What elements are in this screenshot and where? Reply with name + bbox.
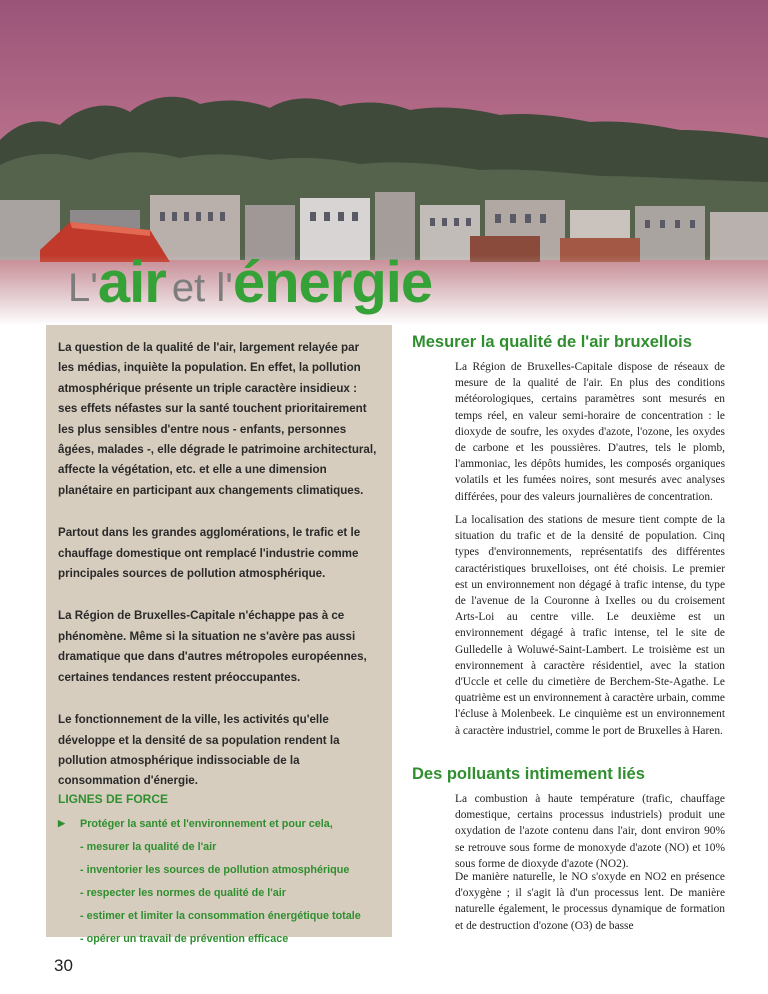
paragraph: La Région de Bruxelles-Capitale dispose de réseaux de mesure de la qualité de l'air. En plus des conditions météorologiques, certains paramètres sont mesurés en temps réel, en valeur semi-horaire de concentration : le dioxyde de soufre, les oxydes d'azote, l'ozone, les oxydes de carbone et les poussières. D'autres, tels le plomb, l'ammoniac, les dépôts humides, les composés organiques volatils et les fumées noires, sont mesurés avec analyses différées, pour des valeurs journalières de concentration. bbox=[455, 361, 725, 503]
lignes-de-force bbox=[58, 792, 378, 950]
section-heading-polluants: Des polluants intimement liés bbox=[412, 765, 645, 783]
paragraph: La localisation des stations de mesure tient compte de la situation du trafic et de la densité de population. Cinq types d'environnements, représentatifs des différentes caractéristiques bruxelloises, ont été choisis. Le premier est un environnement non dégagé à trafic intense, du type de l'avenue de la Couronne à Ixelles ou du croisement Arts-Loi au centre ville. Le deuxième est un environnement dégagé à trafic intense, tel le site de Gulledelle à Woluwé-Saint-Lambert. Le troisième est un environnement à caractère résidentiel, avec la station d'Uccle et celle du cimetière de Berchem-Ste-Agathe. Le quatrième est un environnement à caractère urbain, comme l'écluse à Molenbeek. Le cinquième est un environnement à caractère industriel, comme le port de Bruxelles à Haren. bbox=[455, 514, 725, 737]
list-item: - respecter les normes de qualité de l'air bbox=[80, 886, 286, 899]
list-item: - opérer un travail de prévention efficace bbox=[80, 932, 289, 945]
page-title bbox=[68, 238, 432, 318]
triangle-right-icon: ▶ bbox=[58, 818, 65, 828]
section-2-paragraph-1 bbox=[455, 791, 725, 872]
title-part-et: et l' bbox=[171, 266, 233, 310]
forces-main-item bbox=[58, 812, 378, 835]
intro-paragraph-1: La question de la qualité de l'air, largement relayée par les médias, inquiète la population. En effet, la pollution atmosphérique présente un triple caractère insidieux : ses effets néfastes sur la santé touchent prioritairement les plus sensibles d'entre nous - enfants, personnes âgées, malades -, elle dégrade le patrimoine architectural, affecte la végétation, etc. et elle a une dimension planétaire en participant aux changements climatiques. bbox=[58, 341, 377, 497]
intro-text bbox=[58, 338, 378, 814]
title-part-air: air bbox=[97, 250, 166, 315]
section-2-paragraph-2 bbox=[455, 869, 725, 934]
intro-paragraph-2: Partout dans les grandes agglomérations, le trafic et le chauffage domestique ont remplacé l'industrie comme principales sources de pollution atmosphérique. bbox=[58, 526, 361, 581]
paragraph: De manière naturelle, le NO s'oxyde en NO2 en présence d'oxygène ; il s'agit là d'un processus lent. De manière naturelle également, le processus dynamique de formation et de destruction d'ozone (O3) de basse bbox=[455, 871, 725, 932]
section-heading-mesurer: Mesurer la qualité de l'air bruxellois bbox=[412, 333, 692, 351]
intro-paragraph-3: La Région de Bruxelles-Capitale n'échappe pas à ce phénomène. Même si la situation ne s'avère pas aussi dramatique que dans d'autres métropoles européennes, certaines tendances restent préoccupantes. bbox=[58, 609, 367, 684]
title-part-l: L' bbox=[68, 266, 98, 310]
list-item: - estimer et limiter la consommation énergétique totale bbox=[80, 909, 361, 922]
intro-paragraph-4: Le fonctionnement de la ville, les activités qu'elle développe et la densité de sa population rendent la pollution atmosphérique indissociable de la consommation d'énergie. bbox=[58, 713, 340, 788]
forces-main-label: Protéger la santé et l'environnement et pour cela, bbox=[80, 817, 333, 830]
title-part-energie: énergie bbox=[232, 250, 433, 315]
section-1-paragraph-2 bbox=[455, 512, 725, 739]
page-number: 30 bbox=[54, 956, 73, 975]
paragraph: La combustion à haute température (trafic, chauffage domestique, certains processus industriels) produit une oxydation de l'azote contenu dans l'air, dont environ 90% se retrouve sous forme de monoxyde d'azote (NO) et 10% sous forme de dioxyde d'azote (NO2). bbox=[455, 793, 725, 870]
list-item: - mesurer la qualité de l'air bbox=[80, 840, 217, 853]
list-item: - inventorier les sources de pollution atmosphérique bbox=[80, 863, 350, 876]
section-1-paragraph-1 bbox=[455, 359, 725, 505]
forces-title: LIGNES DE FORCE bbox=[58, 792, 169, 806]
